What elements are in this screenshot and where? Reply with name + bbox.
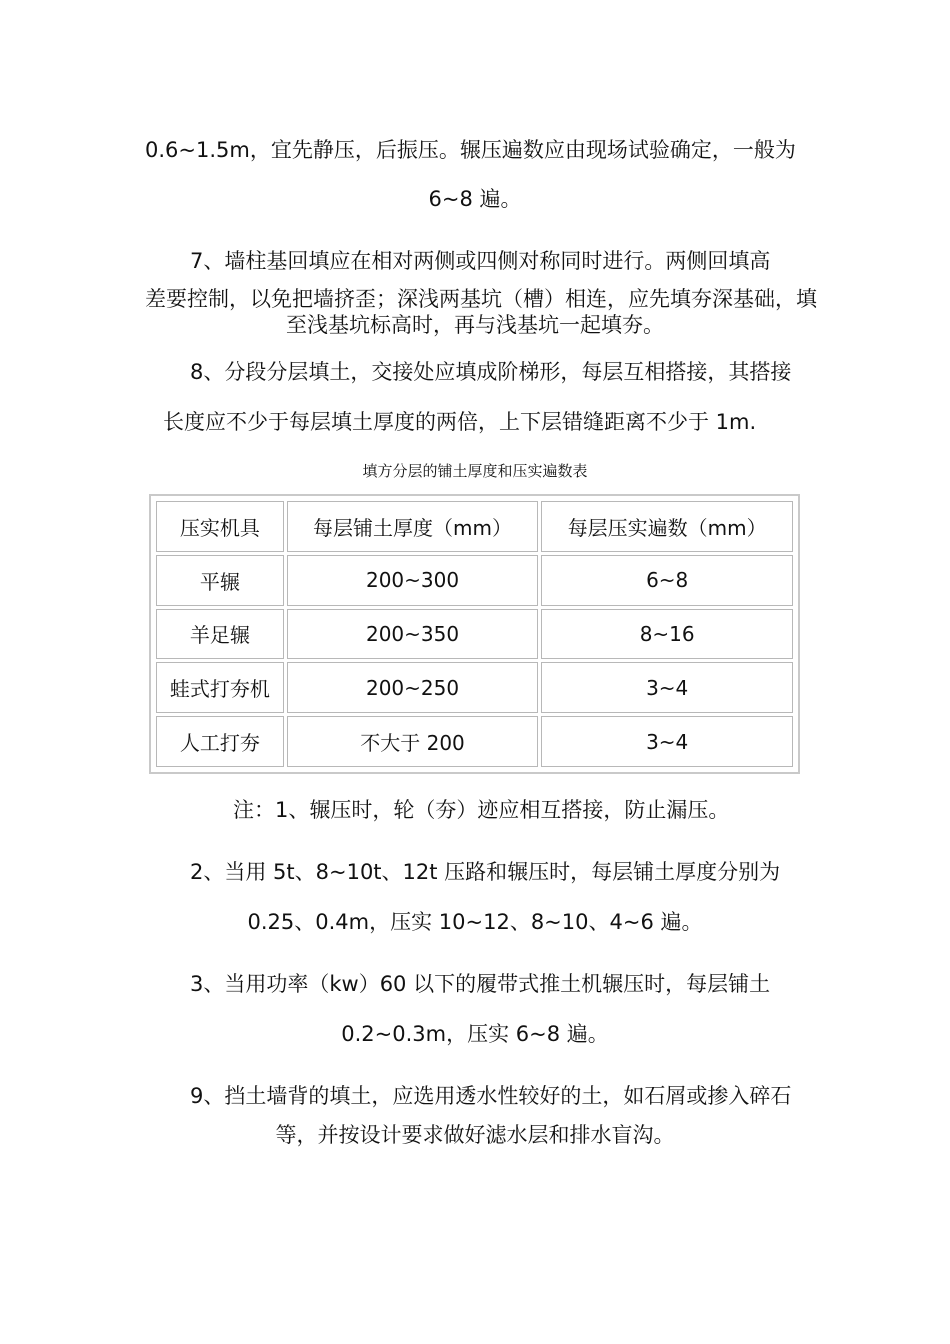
table-cell: 3~4 xyxy=(541,662,793,713)
table-cell: 3~4 xyxy=(541,716,793,767)
header-cell: 每层压实遍数（mm） xyxy=(541,501,793,552)
table-cell: 平辗 xyxy=(156,555,284,606)
paragraph-line: 8、分段分层填土，交接处应填成阶梯形，每层互相搭接，其搭接 xyxy=(190,360,792,384)
note-line: 0.25、0.4m，压实 10~12、8~10、4~6 遍。 xyxy=(247,910,703,934)
table-header-row xyxy=(156,501,793,552)
table-cell: 6~8 xyxy=(541,555,793,606)
table-cell: 羊足辗 xyxy=(156,609,284,660)
table-row xyxy=(156,662,793,713)
note-line: 3、当用功率（kw）60 以下的履带式推土机辗压时，每层铺土 xyxy=(190,972,771,996)
table-cell: 人工打夯 xyxy=(156,716,284,767)
note-line: 2、当用 5t、8~10t、12t 压路和辗压时，每层铺土厚度分别为 xyxy=(190,860,781,884)
note-line: 0.2~0.3m，压实 6~8 遍。 xyxy=(341,1022,609,1046)
table-cell: 200~350 xyxy=(287,609,539,660)
compaction-table xyxy=(149,494,800,774)
table-row xyxy=(156,555,793,606)
header-cell: 每层铺土厚度（mm） xyxy=(287,501,539,552)
table-caption: 填方分层的铺土厚度和压实遍数表 xyxy=(362,462,588,480)
table-cell: 200~250 xyxy=(287,662,539,713)
paragraph-line: 长度应不少于每层填土厚度的两倍，上下层错缝距离不少于 1m. xyxy=(163,410,757,434)
paragraph-line: 9、挡土墙背的填土，应选用透水性较好的土，如石屑或掺入碎石 xyxy=(190,1084,792,1108)
paragraph-line: 0.6~1.5m，宜先静压，后振压。辗压遍数应由现场试验确定，一般为 xyxy=(145,138,796,162)
note-line: 注：1、辗压时，轮（夯）迹应相互搭接，防止漏压。 xyxy=(233,798,730,822)
table-cell: 200~300 xyxy=(287,555,539,606)
paragraph-line: 差要控制，以免把墙挤歪；深浅两基坑（槽）相连，应先填夯深基础，填 xyxy=(145,287,817,311)
header-cell: 压实机具 xyxy=(156,501,284,552)
table-cell: 蛙式打夯机 xyxy=(156,662,284,713)
table-cell: 不大于 200 xyxy=(287,716,539,767)
table-row xyxy=(156,609,793,660)
paragraph-line: 7、墙柱基回填应在相对两侧或四侧对称同时进行。两侧回填高 xyxy=(190,249,771,273)
table-cell: 8~16 xyxy=(541,609,793,660)
paragraph-line: 6~8 遍。 xyxy=(428,187,522,211)
paragraph-line: 等，并按设计要求做好滤水层和排水盲沟。 xyxy=(275,1123,675,1147)
paragraph-line: 至浅基坑标高时，再与浅基坑一起填夯。 xyxy=(286,313,664,337)
table-row xyxy=(156,716,793,767)
